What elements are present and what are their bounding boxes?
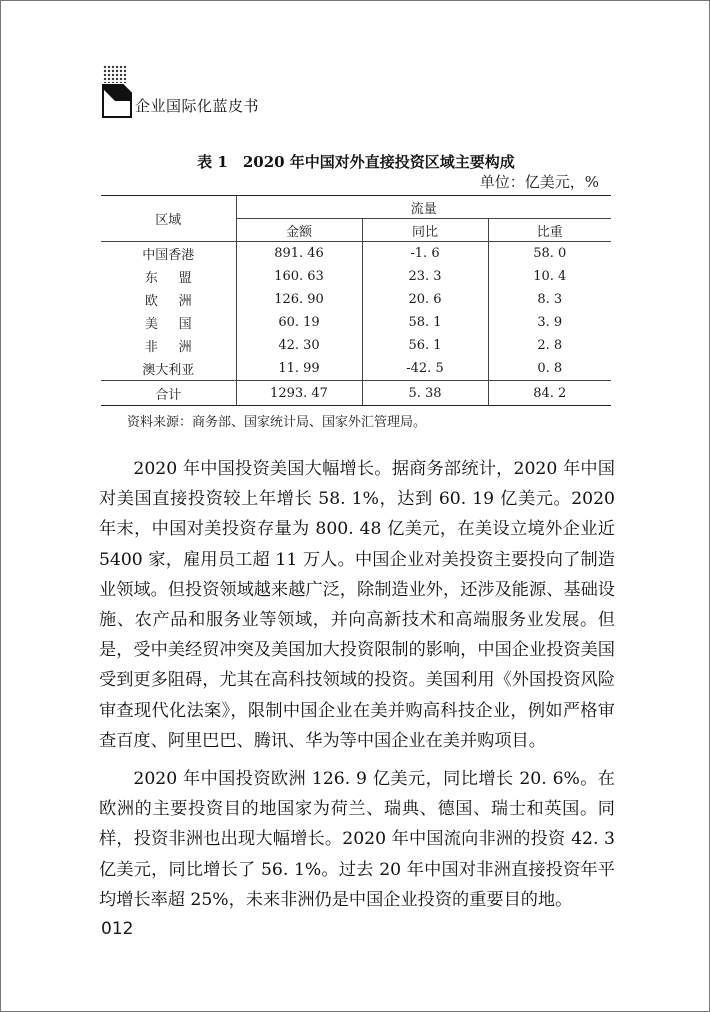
table-title: 表 1 2020 年中国对外直接投资区域主要构成 bbox=[197, 153, 515, 171]
series-title: 企业国际化蓝皮书 bbox=[135, 97, 260, 115]
body-text bbox=[99, 454, 615, 923]
total-share: 84. 2 bbox=[488, 381, 611, 406]
row-amount: 160. 63 bbox=[236, 265, 362, 288]
row-share: 2. 8 bbox=[537, 338, 563, 353]
table-row bbox=[101, 311, 611, 334]
row-yoy: -1. 6 bbox=[362, 242, 488, 266]
row-yoy: 58. 1 bbox=[362, 311, 488, 334]
row-region: 非洲 bbox=[144, 340, 213, 355]
row-amount: 60. 19 bbox=[236, 311, 362, 334]
total-amount: 1293. 47 bbox=[236, 381, 362, 406]
table-row bbox=[101, 357, 611, 381]
header-yoy: 同比 bbox=[362, 219, 488, 242]
row-share: 10. 4 bbox=[533, 269, 567, 284]
total-region: 合计 bbox=[101, 381, 236, 406]
row-yoy: 56. 1 bbox=[362, 334, 488, 357]
table-row bbox=[101, 288, 611, 311]
row-share: 8. 3 bbox=[537, 292, 563, 307]
row-region: 澳大利亚 bbox=[101, 357, 236, 381]
dot-pattern-icon bbox=[103, 65, 127, 83]
row-region: 美国 bbox=[144, 317, 213, 332]
row-amount: 42. 30 bbox=[236, 334, 362, 357]
header-share: 比重 bbox=[488, 219, 611, 242]
table-source-note: 资料来源：商务部、国家统计局、国家外汇管理局。 bbox=[127, 415, 427, 430]
total-yoy: 5. 38 bbox=[362, 381, 488, 406]
row-region: 东盟 bbox=[144, 271, 213, 286]
book-corner-icon bbox=[101, 83, 133, 119]
row-share: 58. 0 bbox=[533, 246, 567, 261]
table-total-row bbox=[101, 381, 611, 406]
table-unit: 单位：亿美元，% bbox=[479, 173, 599, 191]
table-row bbox=[101, 265, 611, 288]
row-yoy: -42. 5 bbox=[362, 357, 488, 381]
row-region: 欧洲 bbox=[144, 294, 213, 309]
paragraph: 2020 年中国投资欧洲 126. 9 亿美元，同比增长 20. 6%。在欧洲的主要投资目的地国家为荷兰、瑞典、德国、瑞士和英国。同样，投资非洲也出现大幅增长。2020 年中国流向非洲的投资 42. 3 亿美元，同比增长了 56. 1%。过去 20 年中国对非洲直接投资年平均增长率超 25%，未来非洲仍是中国企业投资的重要目的地。 bbox=[99, 769, 615, 910]
running-header bbox=[101, 65, 521, 129]
row-yoy: 23. 3 bbox=[362, 265, 488, 288]
investment-region-table bbox=[101, 195, 611, 406]
row-amount: 891. 46 bbox=[236, 242, 362, 266]
row-region: 中国香港 bbox=[101, 242, 236, 266]
header-region: 区域 bbox=[101, 196, 236, 242]
row-amount: 126. 90 bbox=[236, 288, 362, 311]
row-share: 3. 9 bbox=[537, 315, 563, 330]
header-flow: 流量 bbox=[236, 196, 611, 219]
row-amount: 11. 99 bbox=[236, 357, 362, 381]
paragraph: 2020 年中国投资美国大幅增长。据商务部统计，2020 年中国对美国直接投资较上年增长 58. 1%，达到 60. 19 亿美元。2020 年末，中国对美投资存量为 800. 48 亿美元，在美设立境外企业近 5400 家，雇用员工超 11 万人。中国企业对美投资主要投向了制造业领域。但投资领域越来越广泛，除制造业外，还涉及能源、基础设施、农产品和服务业等领域，并向高新技术和高端服务业发展。但是，受中美经贸冲突及美国加大投资限制的影响，中国企业投资美国受到更多阻碍，尤其在高科技领域的投资。美国利用《外国投资风险审查现代化法案》，限制中国企业在美并购高科技企业，例如严格审查百度、阿里巴巴、腾讯、华为等中国企业在美并购项目。 bbox=[99, 459, 615, 751]
table-row bbox=[101, 334, 611, 357]
row-share: 0. 8 bbox=[537, 361, 563, 376]
table-row bbox=[101, 242, 611, 266]
header-amount: 金额 bbox=[236, 219, 362, 242]
row-yoy: 20. 6 bbox=[362, 288, 488, 311]
page-number: 012 bbox=[101, 919, 134, 939]
